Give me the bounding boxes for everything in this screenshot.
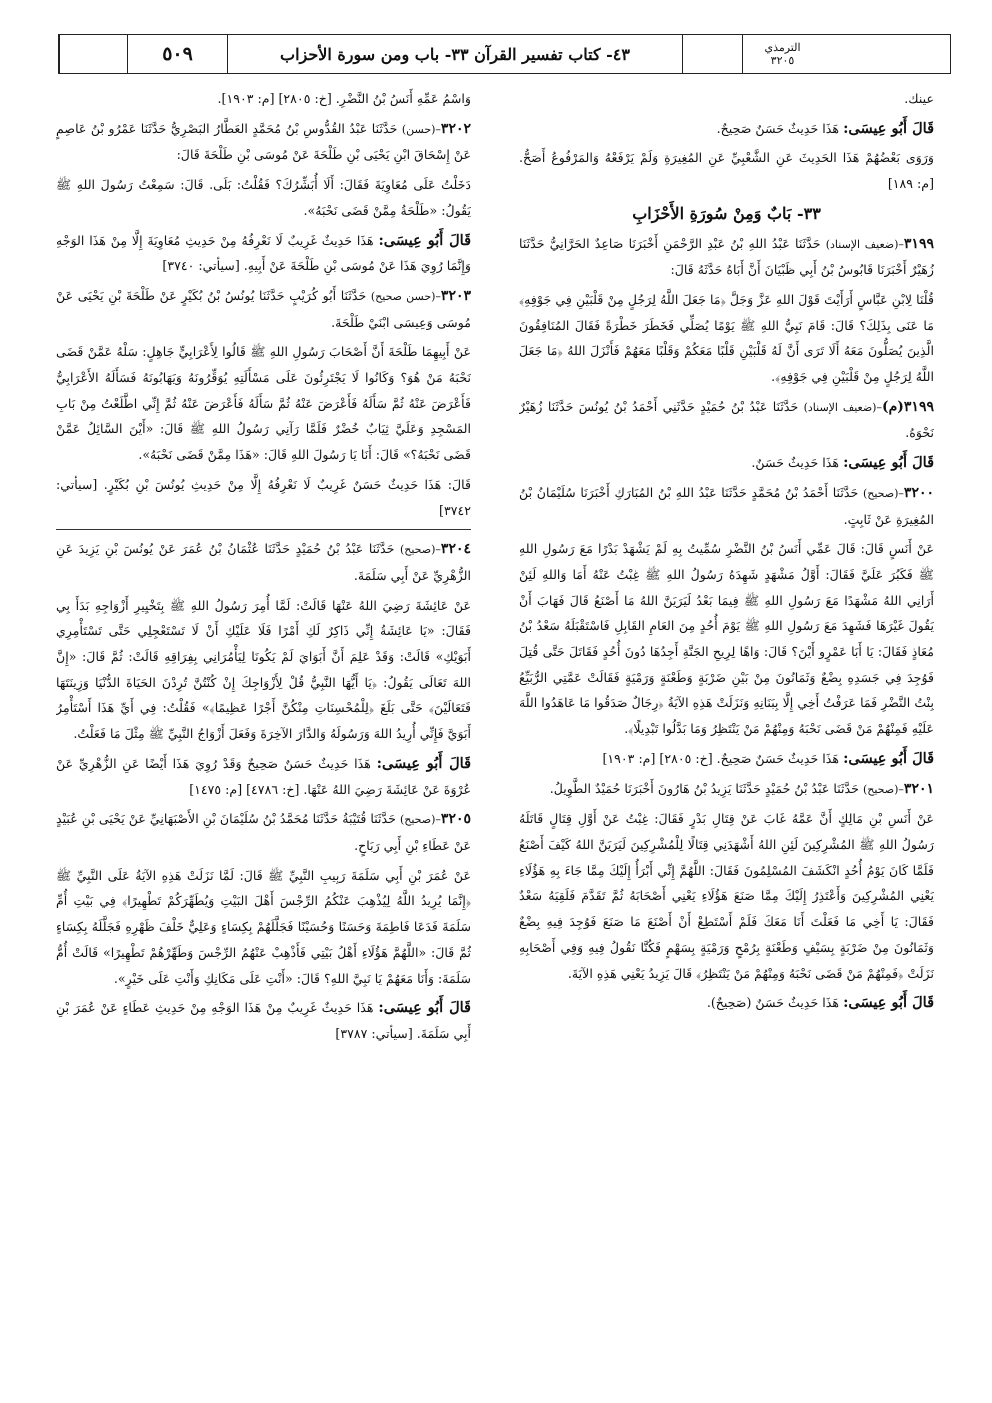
running-title: ٤٣- كتاب تفسير القرآن ٣٣- باب ومن سورة الأحزاب	[227, 35, 682, 73]
isnad-text: حَدَّثَنَا عَبْدُ بْنُ حُمَيْدٍ حَدَّثَنَا يَزِيدُ بْنُ هَارُونَ أَخْبَرَنَا حُمَيْدٌ الطَّوِيلُ.	[549, 780, 863, 796]
commentary	[519, 990, 934, 1016]
hadith-number: ٣٢٠٣	[440, 287, 471, 304]
qal-abu-isa: قَالَ أَبُو عِيسَى:	[843, 454, 934, 472]
commentary	[56, 751, 471, 802]
hadith-text: عَنْ عُمَرَ بْنِ أَبِي سَلَمَةَ رَبِيبِ النَّبِيِّ ﷺ قَالَ: لَمَّا نَزَلَتْ هَذِهِ الآيَةُ عَلَى النَّبِيِّ ﷺ ﴿إِنَّمَا يُرِيدُ اللَّهُ لِيُذْهِبَ عَنْكُمُ الرِّجْسَ أَهْلَ البَيْتِ وَيُطَهِّرَكُمْ تَطْهِيرًا﴾ فِي بَيْتِ أُمِّ سَلَمَةَ فَدَعَا فَاطِمَةَ وَحَسَنًا وَحُسَيْنًا فَجَلَّلَهُمْ بِكِسَاءٍ وَعَلِيٌّ خَلْفَ ظَهْرِهِ فَجَلَّلَهُ بِكِسَاءٍ ثُمَّ قَالَ: «اللَّهُمَّ هَؤُلَاءِ أَهْلُ بَيْتِي فَأَذْهِبْ عَنْهُمُ الرِّجْسَ وَطَهِّرْهُمْ تَطْهِيرًا» قَالَتْ أُمُّ سَلَمَةَ: وَأَنَا مَعَهُمْ يَا نَبِيَّ اللهِ؟ قَالَ: «أَنْتِ عَلَى مَكَانِكِ وَأَنْتِ عَلَى خَيْرٍ».	[56, 867, 471, 986]
hadith-number: ٣١٩٩(م)	[881, 398, 934, 415]
section-divider	[56, 529, 471, 530]
hadith-number: ٣٢٠٢	[440, 120, 471, 137]
hadith-chain	[519, 231, 934, 283]
qal-abu-isa: قَالَ أَبُو عِيسَى:	[843, 994, 934, 1012]
grading-label: –(ضعيف الإسناد)	[825, 237, 904, 251]
hadith-text: عَنْ أَنَسٍ قَالَ: قَالَ عَمِّي أَنَسُ بْنُ النَّضْرِ سُمِّيتُ بِهِ لَمْ يَشْهَدْ بَدْرًا مَعَ رَسُولِ اللهِ ﷺ فَكَبُرَ عَلَيَّ فَقَالَ: أَوَّلُ مَشْهَدٍ شَهِدَهُ رَسُولُ اللهِ ﷺ غِبْتُ عَنْهُ أَمَا وَاللهِ لَئِنْ أَرَانِي اللهُ مَشْهَدًا مَعَ رَسُولِ اللهِ ﷺ فِيمَا بَعْدُ لَيَرَيَنَّ اللهُ مَا أَصْنَعُ قَالَ فَهَابَ أَنْ يَقُولَ غَيْرَهَا فَشَهِدَ مَعَ رَسُولِ اللهِ ﷺ يَوْمَ أُحُدٍ مِنَ العَامِ القَابِلِ فَاسْتَقْبَلَهُ سَعْدُ بْنُ مُعَاذٍ فَقَالَ: يَا أَبَا عَمْرٍو أَيْنَ؟ قَالَ: وَاهًا لِرِيحِ الجَنَّةِ أَجِدُهَا دُونَ أُحُدٍ فَقَاتَلَ حَتَّى قُتِلَ فَوُجِدَ فِي جَسَدِهِ بِضْعٌ وَثَمَانُونَ مِنْ بَيْنِ ضَرْبَةٍ وَطَعْنَةٍ وَرَمْيَةٍ فَقَالَتْ عَمَّتِي الرُّبَيِّعُ بِنْتُ النَّضْرِ فَمَا عَرَفْتُ أَخِي إِلَّا بِبَنَانِهِ وَنَزَلَتْ هَذِهِ الآيَةُ ﴿رِجَالٌ صَدَقُوا مَا عَاهَدُوا اللَّهَ عَلَيْهِ فَمِنْهُمْ مَنْ قَضَى نَحْبَهُ وَمِنْهُمْ مَنْ يَنْتَظِرُ وَمَا بَدَّلُوا تَبْدِيلًا﴾.	[519, 541, 934, 737]
left-text-column	[56, 86, 471, 1386]
isnad-text: حَدَّثَنَا قُتَيْبَةُ حَدَّثَنَا مُحَمَّدُ بْنُ سُلَيْمَانَ بْنِ الأَصْبَهَانِيِّ عَنْ يَحْيَى بْنِ عُبَيْدٍ عَنْ عَطَاءِ بْنِ أَبِي رَبَاحٍ.	[56, 811, 471, 853]
hadith-text: عَنْ أَبِيهِمَا طَلْحَةَ أَنَّ أَصْحَابَ رَسُولِ اللهِ ﷺ قَالُوا لِأَعْرَابِيٍّ جَاهِلٍ: سَلْهُ عَمَّنْ قَضَى نَحْبَهُ مَنْ هُوَ؟ وَكَانُوا لَا يَجْتَرِئُونَ عَلَى مَسْأَلَتِهِ يُوَقِّرُونَهُ وَيَهَابُونَهُ فَسَأَلَهُ الأَعْرَابِيُّ فَأَعْرَضَ عَنْهُ ثُمَّ سَأَلَهُ فَأَعْرَضَ عَنْهُ ثُمَّ سَأَلَهُ فَأَعْرَضَ عَنْهُ ثُمَّ إِنِّي اطَّلَعْتُ مِنْ بَابِ المَسْجِدِ وَعَلَيَّ ثِيَابٌ خُضْرٌ فَلَمَّا رَآنِي رَسُولُ اللهِ ﷺ قَالَ: «أَيْنَ السَّائِلُ عَمَّنْ قَضَى نَحْبَهُ؟» قَالَ: أَنَا يَا رَسُولَ اللهِ قَالَ: «هَذَا مِمَّنْ قَضَى نَحْبَهُ».	[56, 344, 471, 463]
commentary	[519, 746, 934, 772]
header-blank-right	[822, 35, 950, 73]
grading-label: –(صحيح)	[399, 813, 441, 827]
hadith-text: قُلْنَا لِابْنِ عَبَّاسٍ أَرَأَيْتَ قَوْلَ اللهِ عَزَّ وَجَلَّ ﴿مَا جَعَلَ اللَّهُ لِرَجُلٍ مِنْ قَلْبَيْنِ فِي جَوْفِهِ﴾ مَا عَنَى بِذَلِكَ؟ قَالَ: قَامَ نَبِيُّ اللهِ ﷺ يَوْمًا يُصَلِّي فَخَطَرَ خَطْرَةً فَقَالَ المُنَافِقُونَ الَّذِينَ يُصَلُّونَ مَعَهُ أَلَا تَرَى أَنَّ لَهُ قَلْبَيْنِ قَلْبًا مَعَكُمْ وَقَلْبًا مَعَهُمْ فَأَنْزَلَ اللهُ ﴿مَا جَعَلَ اللَّهُ لِرَجُلٍ مِنْ قَلْبَيْنِ فِي جَوْفِهِ﴾.	[519, 291, 934, 385]
hadith-chain	[56, 116, 471, 168]
page-header	[58, 34, 951, 74]
grading-label: –(صحيح)	[862, 486, 904, 500]
hadith-number: ٣٢٠٥	[440, 811, 471, 828]
qal-abu-isa: قَالَ أَبُو عِيسَى:	[378, 999, 471, 1017]
hadith-chain	[56, 283, 471, 335]
chapter-heading: ٣٣- بَابٌ وَمِنْ سُورَةِ الأَحْزَابِ	[632, 203, 821, 223]
ref-number: ٣٢٠٥	[770, 54, 795, 67]
hadith-text: وَرَوَى بَعْضُهُمْ هَذَا الحَدِيثَ عَنِ الشَّعْبِيِّ عَنِ المُغِيرَةِ وَلَمْ يَرْفَعْهُ وَالمَرْفُوعُ أَصَحُّ. [م: ١٨٩]	[519, 150, 934, 192]
hadith-text: عَنْ أَنَسِ بْنِ مَالِكٍ أَنَّ عَمَّهُ غَابَ عَنْ قِتَالِ بَدْرٍ فَقَالَ: غِبْتُ عَنْ أَوَّلِ قِتَالٍ قَاتَلَهُ رَسُولُ اللهِ ﷺ المُشْرِكِينَ لَئِنِ اللهُ أَشْهَدَنِي قِتَالًا لِلْمُشْرِكِينَ لَيَرَيَنَّ اللهُ كَيْفَ أَصْنَعُ فَلَمَّا كَانَ يَوْمُ أُحُدٍ انْكَشَفَ المُسْلِمُونَ فَقَالَ: اللَّهُمَّ إِنِّي أَبْرَأُ إِلَيْكَ مِمَّا جَاءَ بِهِ هَؤُلَاءِ يَعْنِي المُشْرِكِينَ وَأَعْتَذِرُ إِلَيْكَ مِمَّا صَنَعَ هَؤُلَاءِ يَعْنِي أَصْحَابَهُ ثُمَّ تَقَدَّمَ فَلَقِيَهُ سَعْدٌ فَقَالَ: يَا أَخِي مَا فَعَلْتَ أَنَا مَعَكَ فَلَمْ أَسْتَطِعْ أَنْ أَصْنَعَ مَا صَنَعَ فَوُجِدَ فِيهِ بِضْعٌ وَثَمَانُونَ مِنْ ضَرْبَةٍ بِسَيْفٍ وَطَعْنَةٍ بِرُمْحٍ وَرَمْيَةٍ بِسَهْمٍ فَكُنَّا نَقُولُ فِيهِ وَفِي أَصْحَابِهِ نَزَلَتْ ﴿فَمِنْهُمْ مَنْ قَضَى نَحْبَهُ وَمِنْهُمْ مَنْ يَنْتَظِرُ﴾ قَالَ يَزِيدُ يَعْنِي هَذِهِ الآيَةَ.	[519, 811, 934, 981]
grading-label: –(صحيح)	[399, 543, 441, 557]
commentary-text: هَذَا حَدِيثٌ حَسَنٌ صَحِيحٌ. [خ: ٢٨٠٥] [م: ١٩٠٣]	[602, 750, 844, 766]
hadith-number: ٣١٩٩	[903, 235, 934, 252]
isnad-text: حَدَّثَنَا عَبْدُ القُدُّوسِ بْنُ مُحَمَّدٍ العَطَّارُ البَصْرِيُّ حَدَّثَنَا عَمْرُو بْنُ عَاصِمٍ عَنْ إِسْحَاقَ ابْنِ يَحْيَى بْنِ طَلْحَةَ عَنْ مُوسَى بْنِ طَلْحَةَ قَالَ:	[56, 120, 471, 163]
commentary-text: هَذَا حَدِيثٌ حَسَنٌ صَحِيحٌ وَقَدْ رُوِيَ هَذَا أَيْضًا عَنِ الزُّهْرِيِّ عَنْ عُرْوَةَ عَنْ عَائِشَةَ رَضِيَ اللهُ عَنْهَا. [خ: ٤٧٨٦] [م: ١٤٧٥]	[56, 755, 471, 797]
isnad-text: حَدَّثَنَا أَبُو كُرَيْبٍ حَدَّثَنَا يُونُسُ بْنُ بُكَيْرٍ عَنْ طَلْحَةَ بْنِ يَحْيَى عَنْ مُوسَى وَعِيسَى ابْنَيْ طَلْحَةَ.	[56, 287, 471, 330]
hadith-number: ٣٢٠٤	[440, 541, 471, 558]
grading-label: –(حسن)	[401, 122, 441, 136]
hadith-chain	[519, 480, 934, 532]
commentary	[519, 450, 934, 476]
hadith-chain	[56, 536, 471, 588]
hadith-number: ٣٢٠٠	[903, 484, 934, 501]
qal-abu-isa: قَالَ أَبُو عِيسَى:	[376, 754, 471, 772]
hadith-chain	[519, 394, 934, 446]
isnad-text: حَدَّثَنَا عَبْدُ بْنُ حُمَيْدٍ حَدَّثَنِي أَحْمَدُ بْنُ يُونُسَ حَدَّثَنَا زُهَيْرٌ نَحْوَهُ.	[519, 398, 934, 441]
right-text-column	[519, 86, 934, 1386]
isnad-text: حَدَّثَنَا عَبْدُ اللهِ بْنُ عَبْدِ الرَّحْمَنِ أَخْبَرَنَا صَاعِدٌ الحَرَّانِيُّ حَدَّثَنَا زُهَيْرٌ أَخْبَرَنَا قَابُوسُ بْنُ أَبِي ظَبْيَانَ أَنَّ أَبَاهُ حَدَّثَهُ قَالَ:	[519, 235, 934, 278]
commentary	[519, 116, 934, 142]
ref-label: الترمذي	[764, 41, 801, 54]
commentary	[56, 995, 471, 1046]
commentary-text: هَذَا حَدِيثٌ حَسَنٌ.	[751, 455, 844, 471]
grading-label: –(ضعيف الإسناد)	[803, 400, 882, 414]
hadith-text: عَنْ عَائِشَةَ رَضِيَ اللهُ عَنْهَا قَالَتْ: لَمَّا أُمِرَ رَسُولُ اللهِ ﷺ بِتَخْيِيرِ أَزْوَاجِهِ بَدَأَ بِي فَقَالَ: «يَا عَائِشَةُ إِنِّي ذَاكِرٌ لَكِ أَمْرًا فَلَا عَلَيْكِ أَنْ لَا تَسْتَعْجِلِي حَتَّى تَسْتَأْمِرِي أَبَوَيْكِ» قَالَتْ: وَقَدْ عَلِمَ أَنَّ أَبَوَايَ لَمْ يَكُونَا لِيَأْمُرَانِي بِفِرَاقِهِ قَالَتْ: ثُمَّ قَالَ: «إِنَّ اللهَ تَعَالَى يَقُولُ: ﴿يَا أَيُّهَا النَّبِيُّ قُلْ لِأَزْوَاجِكَ إِنْ كُنْتُنَّ تُرِدْنَ الحَيَاةَ الدُّنْيَا وَزِينَتَهَا فَتَعَالَيْنَ﴾ حَتَّى بَلَغَ ﴿لِلْمُحْسِنَاتِ مِنْكُنَّ أَجْرًا عَظِيمًا﴾» فَقُلْتُ: فِي أَيِّ هَذَا أَسْتَأْمِرُ أَبَوَيَّ فَإِنِّي أُرِيدُ اللهَ وَرَسُولَهُ وَالدَّارَ الآخِرَةَ وَفَعَلَ أَزْوَاجُ النَّبِيِّ ﷺ مِثْلَ مَا فَعَلْتُ.	[56, 597, 471, 742]
commentary-text: هَذَا حَدِيثٌ غَرِيبٌ مِنْ هَذَا الوَجْهِ مِنْ حَدِيثِ عَطَاءٍ عَنْ عُمَرَ بْنِ أَبِي سَلَمَةَ. [سيأتي: ٣٧٨٧]	[56, 1000, 471, 1041]
hadith-range-box	[742, 35, 822, 73]
hadith-text: قَالَ: هَذَا حَدِيثٌ حَسَنٌ غَرِيبٌ لَا نَعْرِفُهُ إِلَّا مِنْ حَدِيثِ يُونُسَ بْنِ بُكَيْرٍ. [سيأتي: ٣٧٤٢]	[56, 476, 471, 518]
isnad-text: حَدَّثَنَا عَبْدُ بْنُ حُمَيْدٍ حَدَّثَنَا عُثْمَانُ بْنُ عُمَرَ عَنْ يُونُسَ بْنِ يَزِيدَ عَنِ الزُّهْرِيِّ عَنْ أَبِي سَلَمَةَ.	[56, 541, 471, 583]
hadith-chain	[519, 776, 934, 803]
commentary	[56, 228, 471, 279]
grading-label: –(حسن صحيح)	[370, 289, 441, 303]
qal-abu-isa: قَالَ أَبُو عِيسَى:	[378, 231, 471, 249]
hadith-number: ٣٢٠١	[903, 780, 934, 797]
header-blank-left	[59, 35, 127, 73]
commentary-text: هَذَا حَدِيثٌ حَسَنٌ (صَحِيحٌ).	[706, 995, 844, 1011]
commentary-text: هَذَا حَدِيثٌ حَسَنٌ صَحِيحٌ.	[716, 120, 844, 136]
hadith-text: عينك.	[904, 91, 934, 106]
hadith-text: دَخَلْتُ عَلَى مُعَاوِيَةَ فَقَالَ: أَلَا أُبَشِّرُكَ؟ فَقُلْتُ: بَلَى. قَالَ: سَمِعْتُ رَسُولَ اللهِ ﷺ يَقُولُ: «طَلْحَةُ مِمَّنْ قَضَى نَحْبَهُ».	[56, 177, 471, 218]
hadith-chain	[56, 806, 471, 858]
page-number: ٥٠٩	[127, 35, 227, 73]
isnad-text: حَدَّثَنَا أَحْمَدُ بْنُ مُحَمَّدٍ حَدَّثَنَا عَبْدُ اللهِ بْنُ المُبَارَكِ أَخْبَرَنَا سُلَيْمَانُ بْنُ المُغِيرَةِ عَنْ ثَابِتٍ.	[519, 484, 934, 527]
commentary-text: هَذَا حَدِيثٌ غَرِيبٌ لَا نَعْرِفُهُ مِنْ حَدِيثِ مُعَاوِيَةَ إِلَّا مِنْ هَذَا الوَجْهِ وَإِنَّمَا رُوِيَ هَذَا عَنْ مُوسَى بْنِ طَلْحَةَ عَنْ أَبِيهِ. [سيأتي: ٣٧٤٠]	[56, 232, 471, 274]
header-blank-mid	[682, 35, 742, 73]
qal-abu-isa: قَالَ أَبُو عِيسَى:	[843, 119, 934, 137]
hadith-text: وَاسْمُ عَمِّهِ أَنَسُ بْنُ النَّضْرِ. [خ: ٢٨٠٥] [م: ١٩٠٣].	[217, 91, 471, 106]
grading-label: –(صحيح)	[862, 782, 904, 796]
qal-abu-isa: قَالَ أَبُو عِيسَى:	[843, 749, 934, 767]
